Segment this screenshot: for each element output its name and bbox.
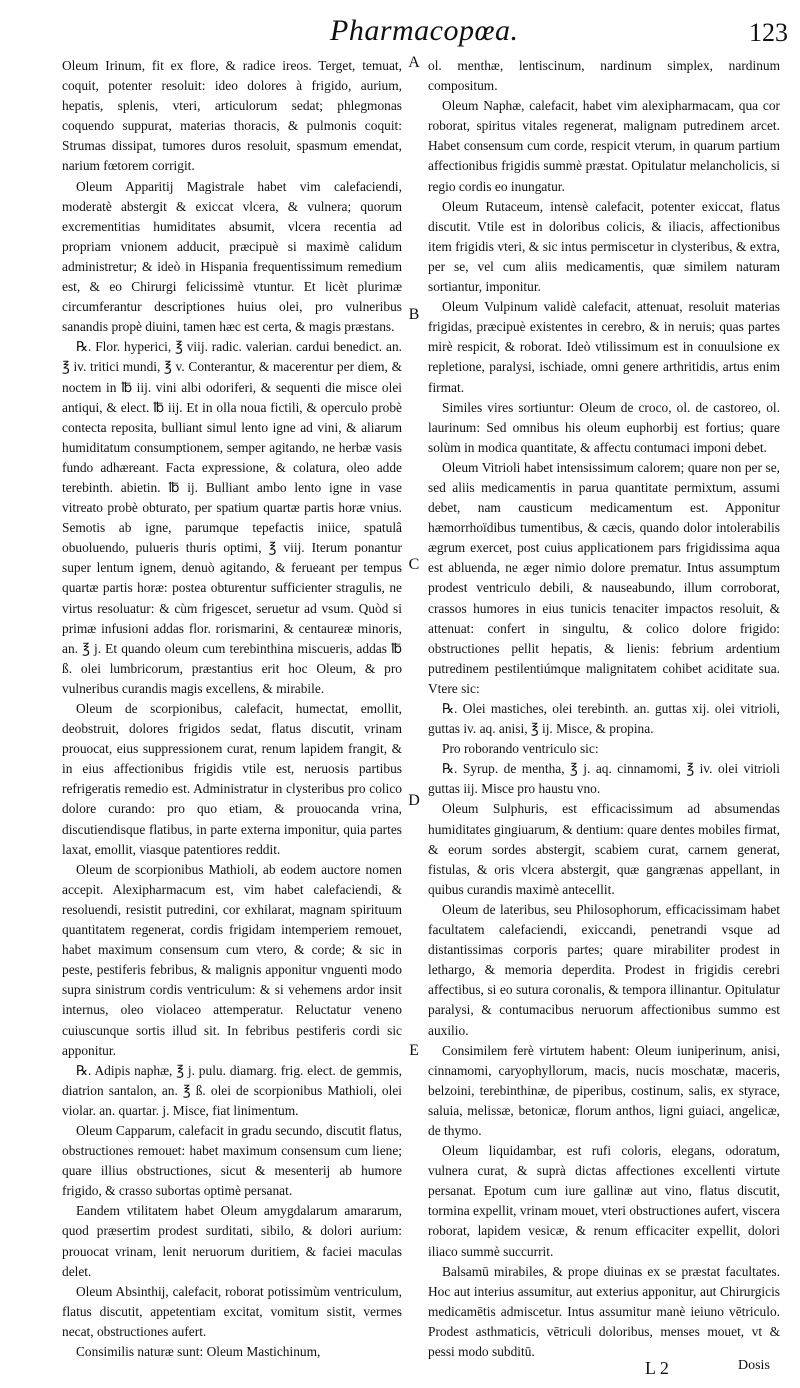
paragraph-balsamum: Balsamū mirabiles, & prope diuinas ex se præstat facultates. Hoc aut interius assumitur, aut exterius apponitur, aut Chirurgicis medicamētis admiscetur. Intus assumitur manè ieiuno vētriculo. Prodest asthmaticis, vētriculi doloribus, menses mouet, vt & pessi modo subditū. xyxy=(428,1263,780,1359)
marginal-letter-d: D xyxy=(408,792,420,809)
paragraph-pro-roborando: Pro roborando ventriculo sic: xyxy=(442,741,599,757)
paragraph-consimilem-virtutem: Consimilem ferè virtutem habent: Oleum iuniperinum, anisi, cinnamomi, caryophyllorum, macis, nucis moschatæ, maceris, belzoini, terebinthinæ, de piperibus, costinum, salis, ex styrace, saluia, melissæ, betonicæ, florum anthos, ligni guiaci, angelicæ, de thymo. xyxy=(428,1042,780,1138)
running-title: Pharmacopœa. xyxy=(330,14,519,47)
page-number: 123 xyxy=(749,18,788,47)
paragraph-oleum-naphae: Oleum Naphæ, calefacit, habet vim alexipharmacam, qua cor roborat, spiritus vitales regenerat, malignam putredinem arcet. Habet consensum cum corde, respicit vterum, in quarum partium affectionibus frigidis summè præstat. Opitulatur melancholicis, si regio cordis eo inungatur. xyxy=(428,98,780,194)
page-footer xyxy=(0,1352,800,1382)
recipe-vitrioli: ℞. Olei mastiches, olei terebinth. an. guttas xij. olei vitrioli, guttas iv. aq. anisi, ℥ ij. Misce, & propina. xyxy=(428,701,780,737)
right-column xyxy=(428,56,780,1359)
paragraph-oleum-scorpionibus: Oleum de scorpionibus, calefacit, humectat, emollit, deobstruit, dolores frigidos sedat, flatus discutit, vrinam prouocat, eius suppressionem curat, renum lapidem frangit, & in eius affectionibus frigidis vtile est, neruosis partibus refrigeratis remedio est. Administratur in clysteribus pro colico dolore curando: pro quo etiam, & prouocanda vrina, discutiendisque flatibus, in parte externa imponitur, quia partes laxat, emollit, viasque patentiores reddit. xyxy=(62,701,402,857)
page-header xyxy=(0,4,800,52)
paragraph-oleum-liquidambar: Oleum liquidambar, est rufi coloris, elegans, odoratum, vulnera curat, & suprà dictas affectiones excellenti virtute persanat. Epotum cum iure gallinæ aut vino, flatus discutit, tormina expellit, vrinam mouet, vteri obstructiones aufert, viscera roborat, lapidem vesicæ, & renum efficaciter expellit, dolori iliaco summè succurrit. xyxy=(428,1143,780,1259)
paragraph-consimilis-naturae: Consimilis naturæ sunt: Oleum Mastichinum, xyxy=(76,1344,321,1359)
paragraph-oleum-apparitij: Oleum Apparitij Magistrale habet vim calefaciendi, moderatè abstergit & exiccat vlcera, & vulnera; quorum excrementitias humiditates absumit, vlcera recentia ad propriam vnionem adducit, præcipuè si maximè calidum administretur; & ideò in Hispania frequentissimum remedium est, & eo Chirurgi felicissimè vtuntur. Et licèt plurimæ circumferantur descriptiones huius olei, pro vulneribus sanandis propè diuini, tamen hæc est certa, & magis præstans. xyxy=(62,178,402,335)
paragraph-oleum-amygdalarum: Eandem vtilitatem habet Oleum amygdalarum amararum, quod præsertim prodest surditati, sibilo, & dolori aurium: prouocat vrinam, lenit neruorum duritiem, & faciei maculas delet. xyxy=(62,1203,402,1279)
paragraph-oleum-rutaceum: Oleum Rutaceum, intensè calefacit, potenter exiccat, flatus discutit. Vtile est in doloribus colicis, & iliacis, affectionibus item frigidis vteri, & sic intus permiscetur in clysteribus, & extra, per se, vel cum aliis medicamentis, quæ similem naturam sortiantur, imponitur. xyxy=(428,198,780,295)
marginal-letter-a: A xyxy=(408,54,420,71)
recipe-liniment: ℞. Adipis naphæ, ℥ j. pulu. diamarg. frig. elect. de gemmis, diatrion santalon, an. ℥ ß. olei de scorpionibus Mathioli, olei violar. an. quartar. j. Misce, fiat linimentum. xyxy=(62,1062,402,1118)
marginal-letter-c: C xyxy=(408,556,420,573)
paragraph-oleum-de-lateribus: Oleum de lateribus, seu Philosophorum, efficacissimam habet facultatem calefaciendi, exiccandi, penetrandi vsque ad distantissimas corporis partes; quare mirabiliter prodest in lethargo, & memoria deperdita. Prodest in frigidis cerebri affectibus, si eo sutura coronalis, & tempora illinantur. Opitulatur paralysi, & contumacibus neruorum affectionibus summo est auxilio. xyxy=(428,901,780,1038)
marginal-letter-b: B xyxy=(408,306,420,323)
paragraph-oleum-scorpionibus-mathioli: Oleum de scorpionibus Mathioli, ab eodem auctore nomen accepit. Alexipharmacum est, vim habet calefaciendi, & resoluendi, resistit putredini, cor exhilarat, magnam spirituum quantitatem regenerat, cordis frigidam intemperiem remouet, habet maximum consensum cum vtero, & corde; & sic in peste, pestiferis febribus, & malignis apponitur vnguenti modo supra sinistrum cordis ventriculum: & si vehemens ardor insit internus, oleo violaceo attemperatur. Reluctatur veneno cuiuscunque sortis illud sit. In febribus pestiferis cordi sic apponitur. xyxy=(62,861,402,1058)
recipe-haustus: ℞. Syrup. de mentha, ℥ j. aq. cinnamomi, ℥ iv. olei vitrioli guttas iij. Misce pro haustu vno. xyxy=(428,761,780,797)
paragraph-oleum-irinum: Oleum Irinum, fit ex flore, & radice ireos. Terget, temuat, coquit, potenter resoluit: ideo dolores à frigido, aurium, hepatis, splenis, vteri, articulorum sedat; phlegmonas coquendo suppurat, materias thoracis, & pulmonis coquit: Strumas dissipat, tumores duros resoluit, spasmum emendat, narium fœtorem corrigit. xyxy=(62,58,402,174)
left-column xyxy=(62,56,402,1359)
paragraph-oleum-vulpinum: Oleum Vulpinum validè calefacit, attenuat, resoluit materias frigidas, præcipuè existentes in cerebro, & in neruis; quas partes mirè respicit, & roborat. Ideò vtilissimum est in conuulsione ex repletione, paralysi, ischiade, omni genere arthritidis, artus enim firmat. xyxy=(428,299,780,395)
paragraph-oleum-sulphuris: Oleum Sulphuris, est efficacissimum ad absumendas humiditates gingiuarum, & dentium: quare dentes mobiles firmat, & eorum sordes abstergit, scabiem curat, carnem generat, fistulas, & oris vlcera abstergit, quæ gangrænas appellant, in quibus curandis maximè antecellit. xyxy=(428,801,780,897)
paragraph-oleum-vitrioli: Oleum Vitrioli habet intensissimum calorem; quare non per se, sed aliis medicamentis in parua quantitate permixtum, assumi debet, nam causticum medicamentum est. Apponitur hæmorrhoïdibus tumentibus, & cæcis, quando dolor intolerabilis ægrum exercet, post cuius applicationem pars frigidissima aqua est abluenda, ne æger nimio dolore prematur. Intus assumptum prodest ventriculo debili, & nauseabundo, illum corroborat, crassos humores in eius tunicis tenaciter impactos resoluit, & attenuat: confert in singultu, & colico dolore frigido: obstructiones pellit hepatis, & lienis: febrium ardentium putredinem pestilentiúmque malignitatem cohibet aciditate sua. Vtere sic: xyxy=(428,459,780,696)
marginal-letter-e: E xyxy=(409,1042,419,1059)
recipe-apparitij: ℞. Flor. hyperici, ℥ viij. radic. valerian. cardui benedict. an. ℥ iv. tritici mundi, ℥ v. Conterantur, & macerentur per diem, & noctem in ℔ iij. vini albi odoriferi, & sequenti die misce olei antiqui, & elect. ℔ iij. Et in olla noua fictili, & operculo probè contecta reposita, bulliant simul lento igne ad vini, & aliarum humiditatum consumptionem, semper agitando, ne herbæ vasis fundo adhæreant. Facta expressione, & colatura, oleo adde terebinth. abietin. ℔ ij. Bulliant ambo lento igne in vase vitreato probè obturato, per spatium quartæ partis horæ vnius. Semotis ab igne, parumque tepefactis iniice, spatulâ obuoluendo, pulueris thuris optimi, ℥ viij. Iterum ponantur super lentum ignem, denuò agitando, & ferueant per tempus quartæ partis horæ: postea obturentur sufficienter stragulis, ne virtus resoluatur: & cùm frigescet, seruetur ad vsum. Quòd si primæ infusioni addas flor. rorismarini, & centaureæ minoris, an. ℥ j. Et quando oleum cum terebinthina miscueris, addas ℔ ß. olei lumbricorum, præstantius erit hoc Oleum, & pro vulneribus curandis magis excellens, & mirabile. xyxy=(62,339,402,696)
signature-mark: L 2 xyxy=(645,1358,669,1378)
paragraph-similes-vires: Similes vires sortiuntur: Oleum de croco, ol. de castoreo, ol. laurinum: Sed omnibus his oleum euphorbij est fortius; quare solùm in modica quantitate, & affectu contumaci imponi debet. xyxy=(428,399,780,455)
paragraph-oleum-absinthij: Oleum Absinthij, calefacit, roborat potissimùm ventriculum, flatus discutit, appetentiam excitat, vomitum sistit, vermes necat, obstructiones aufert. xyxy=(62,1283,402,1339)
catchword: Dosis xyxy=(738,1358,770,1373)
paragraph-oleum-capparum: Oleum Capparum, calefacit in gradu secundo, discutit flatus, obstructiones remouet: habet maximum consensum cum liene; quare illius obstructiones, sicut & mesenterij ab humore frigido, & crasso subortas optimè persanat. xyxy=(62,1122,402,1199)
paragraph-continuation: ol. menthæ, lentiscinum, nardinum simplex, nardinum compositum. xyxy=(428,58,780,94)
